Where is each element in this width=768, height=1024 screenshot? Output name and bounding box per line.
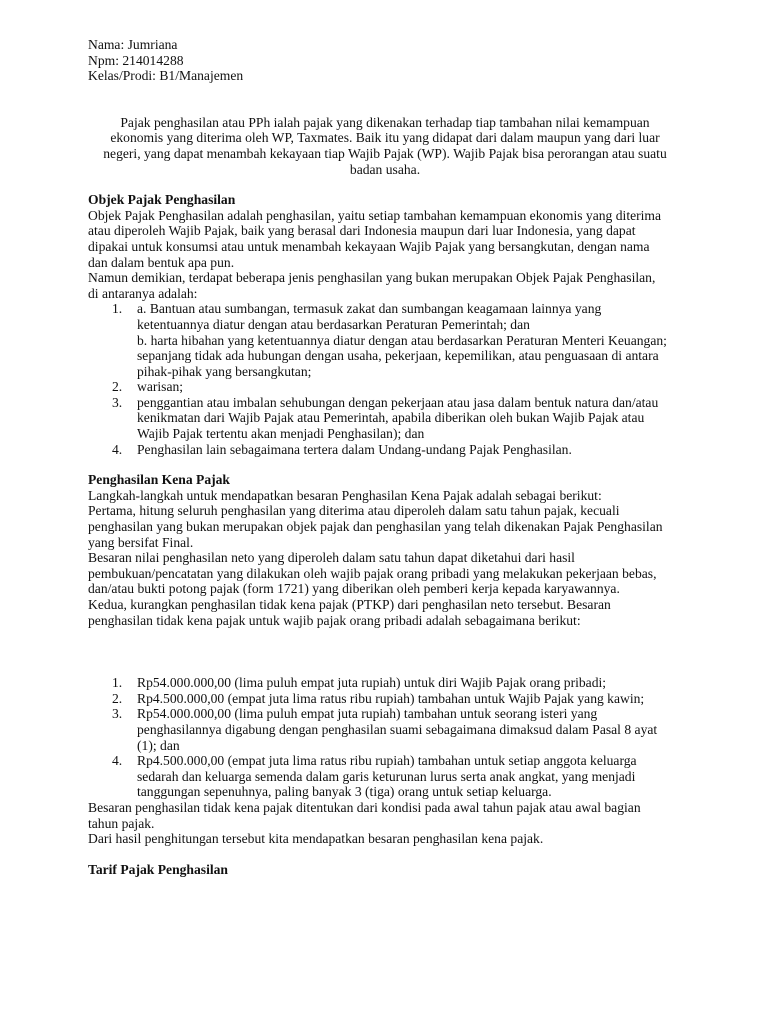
body-line: Namun demikian, terdapat beberapa jenis penghasilan yang bukan merupakan Objek Pajak Penghasilan,	[88, 270, 656, 286]
body-line: dan dalam bentuk apa pun.	[88, 254, 235, 270]
list-line: b. harta hibahan yang ketentuannya diatur dengan atau berdasarkan Peraturan Menteri Keuangan;	[137, 332, 667, 348]
list-line: warisan;	[137, 379, 184, 395]
section-heading-tarif: Tarif Pajak Penghasilan	[88, 861, 228, 877]
body-line: atau diperoleh Wajib Pajak, baik yang berasal dari Indonesia maupun dari luar Indonesia, yang dapat	[88, 223, 636, 239]
body-line: Dari hasil penghitungan tersebut kita mendapatkan besaran penghasilan kena pajak.	[88, 831, 544, 847]
list-number: 2.	[112, 690, 123, 706]
intro-paragraph	[88, 115, 682, 177]
body-line: dan/atau bukti potong pajak (form 1721) yang diberikan oleh pemberi kerja kepada karyawannya.	[88, 581, 620, 597]
student-class: Kelas/Prodi: B1/Manajemen	[88, 68, 244, 84]
list-line: Penghasilan lain sebagaimana tertera dalam Undang-undang Pajak Penghasilan.	[137, 441, 572, 457]
list-line: Rp54.000.000,00 (lima puluh empat juta rupiah) untuk diri Wajib Pajak orang pribadi;	[137, 675, 607, 691]
body-line: Langkah-langkah untuk mendapatkan besaran Penghasilan Kena Pajak adalah sebagai berikut:	[88, 487, 602, 503]
list-number: 4.	[112, 441, 123, 457]
list-item	[88, 301, 682, 379]
list-item	[88, 442, 682, 458]
list-item	[88, 675, 682, 691]
list-line: sepanjang tidak ada hubungan dengan usaha, pekerjaan, kepemilikan, atau penguasaan di antara	[137, 348, 659, 364]
intro-line: ekonomis yang diterima oleh WP, Taxmates. Baik itu yang didapat dari dalam maupun yang dari luar	[110, 130, 660, 146]
body-line: penghasilan tidak kena pajak untuk wajib pajak orang pribadi adalah sebagaimana berikut:	[88, 612, 581, 628]
list-line: kenikmatan dari Wajib Pajak atau Pemerintah, apabila diberikan oleh bukan Wajib Pajak atau	[137, 410, 645, 426]
list-item	[88, 379, 682, 395]
list-item	[88, 753, 682, 800]
list-number: 1.	[112, 675, 123, 691]
list-number: 1.	[112, 301, 123, 317]
list-line: (1); dan	[137, 737, 180, 753]
section-heading-objek: Objek Pajak Penghasilan	[88, 192, 236, 208]
list-number: 2.	[112, 379, 123, 395]
student-npm: Npm: 214014288	[88, 52, 184, 68]
ptkp-list	[88, 675, 682, 800]
list-item	[88, 691, 682, 707]
list-line: Rp4.500.000,00 (empat juta lima ratus ribu rupiah) tambahan untuk setiap anggota keluarga	[137, 753, 637, 769]
section1-body	[88, 208, 682, 302]
body-line: Pertama, hitung seluruh penghasilan yang diterima atau diperoleh dalam satu tahun pajak, kecuali	[88, 503, 620, 519]
document-page	[88, 37, 682, 877]
intro-line: badan usaha.	[349, 161, 421, 177]
list-number: 3.	[112, 394, 123, 410]
student-name: Nama: Jumriana	[88, 37, 178, 52]
list-line: a. Bantuan atau sumbangan, termasuk zakat dan sumbangan keagamaan lainnya yang	[137, 301, 602, 317]
list-line: Rp4.500.000,00 (empat juta lima ratus ribu rupiah) tambahan untuk Wajib Pajak yang kawin;	[137, 690, 645, 706]
body-line: Objek Pajak Penghasilan adalah penghasilan, yaitu setiap tambahan kemampuan ekonomis yang diterima	[88, 207, 662, 223]
intro-line: negeri, yang dapat menambah kekayaan tiap Wajib Pajak (WP). Wajib Pajak bisa perorangan atau suatu	[103, 145, 667, 161]
body-line: dipakai untuk konsumsi atau untuk menambah kekayaan Wajib Pajak yang bersangkutan, dengan nama	[88, 238, 650, 254]
section2-body	[88, 488, 682, 628]
list-item	[88, 706, 682, 753]
body-line: di antaranya adalah:	[88, 285, 198, 301]
body-line: pembukuan/pencatatan yang dilakukan oleh wajib pajak orang pribadi yang melakukan pekerjaan bebas,	[88, 565, 657, 581]
list-item	[88, 395, 682, 442]
list-line: ketentuannya diatur dengan atau berdasarkan Peraturan Pemerintah; dan	[137, 316, 530, 332]
body-line: penghasilan yang bukan merupakan objek pajak dan penghasilan yang telah dikenakan Pajak Penghasilan	[88, 519, 663, 535]
body-line: Besaran nilai penghasilan neto yang diperoleh dalam satu tahun dapat diketahui dari hasil	[88, 550, 575, 566]
list-number: 4.	[112, 753, 123, 769]
body-line: tahun pajak.	[88, 815, 155, 831]
intro-line: Pajak penghasilan atau PPh ialah pajak yang dikenakan terhadap tiap tambahan nilai kemampuan	[120, 114, 650, 130]
non-object-income-list	[88, 301, 682, 457]
section2-after	[88, 800, 682, 847]
list-line: penghasilannya digabung dengan penghasilan suami sebagaimana dimaksud dalam Pasal 8 ayat	[137, 721, 658, 737]
body-line: yang bersifat Final.	[88, 534, 194, 550]
list-line: sedarah dan keluarga semenda dalam garis keturunan lurus serta anak angkat, yang menjadi	[137, 768, 636, 784]
list-line: Rp54.000.000,00 (lima puluh empat juta rupiah) tambahan untuk seorang isteri yang	[137, 706, 598, 722]
list-line: Wajib Pajak tertentu akan menjadi Penghasilan); dan	[137, 426, 425, 442]
list-line: tanggungan sepenuhnya, paling banyak 3 (tiga) orang untuk setiap keluarga.	[137, 784, 552, 800]
list-line: pihak-pihak yang bersangkutan;	[137, 363, 312, 379]
section-heading-pkp: Penghasilan Kena Pajak	[88, 472, 230, 488]
list-number: 3.	[112, 706, 123, 722]
body-line: Kedua, kurangkan penghasilan tidak kena pajak (PTKP) dari penghasilan neto tersebut. Besaran	[88, 597, 611, 612]
list-line: penggantian atau imbalan sehubungan dengan pekerjaan atau jasa dalam bentuk natura dan/atau	[137, 394, 659, 410]
body-line: Besaran penghasilan tidak kena pajak ditentukan dari kondisi pada awal tahun pajak atau awal bagian	[88, 799, 641, 815]
